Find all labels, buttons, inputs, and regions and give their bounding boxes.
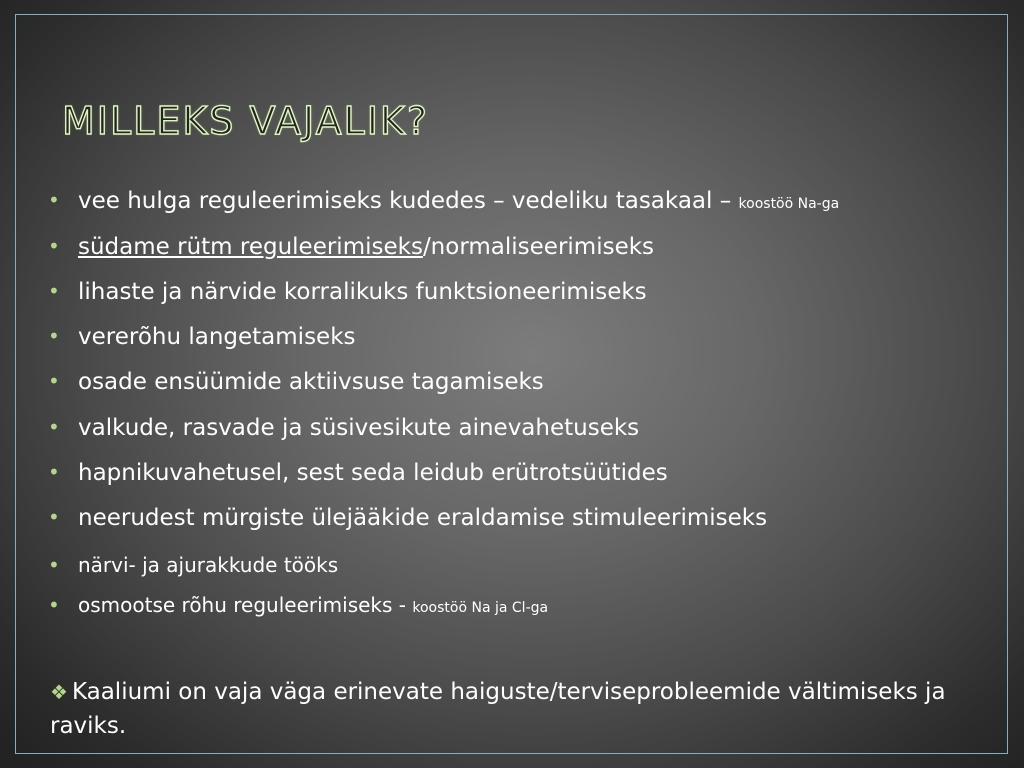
bullet-text: valkude, rasvade ja süsivesikute ainevahetuseks: [78, 415, 640, 441]
list-item: [48, 234, 654, 260]
bullet-text: neerudest mürgiste ülejääkide eraldamise stimuleerimiseks: [78, 505, 768, 531]
list-item: [48, 369, 544, 395]
bullet-text: osade ensüümide aktiivsuse tagamiseks: [78, 369, 544, 395]
list-item: [48, 188, 839, 214]
bullet-text: vee hulga reguleerimiseks kudedes – vedeliku tasakaal –: [78, 188, 739, 214]
list-item: [48, 324, 356, 350]
list-item: [48, 553, 338, 577]
bullet-text: /normaliseerimiseks: [422, 234, 655, 260]
list-item: [48, 460, 668, 486]
bullet-note: koostöö Na ja Cl-ga: [412, 600, 549, 616]
bullet-icon: •: [48, 188, 60, 212]
slide-title: MILLEKS VAJALIK?: [62, 99, 430, 143]
list-item: [48, 505, 767, 531]
bullet-text-underlined: südame rütm reguleerimiseks: [78, 234, 423, 260]
bullet-icon: •: [48, 505, 60, 529]
diamond-bullet-icon: ❖: [50, 680, 68, 704]
bullet-text: lihaste ja närvide korralikuks funktsioneerimiseks: [78, 279, 647, 305]
bullet-icon: •: [48, 369, 60, 393]
bullet-icon: •: [48, 460, 60, 484]
bullet-note: koostöö Na-ga: [738, 196, 840, 212]
list-item: [48, 279, 647, 305]
bullet-text: vererõhu langetamiseks: [78, 324, 356, 350]
bullet-text: osmootse rõhu reguleerimiseks -: [78, 593, 413, 617]
bullet-icon: •: [48, 415, 60, 439]
bullet-icon: •: [48, 593, 60, 617]
bullet-icon: •: [48, 279, 60, 303]
list-item: [48, 415, 639, 441]
footnote: [50, 675, 1008, 743]
list-item: [48, 593, 548, 617]
bullet-text: närvi- ja ajurakkude tööks: [78, 553, 339, 577]
bullet-icon: •: [48, 324, 60, 348]
bullet-text: hapnikuvahetusel, sest seda leidub erütrotsüütides: [78, 460, 668, 486]
footnote-text: Kaaliumi on vaja väga erinevate haiguste/terviseprobleemide vältimiseks ja raviks.: [50, 679, 946, 739]
bullet-icon: •: [48, 553, 60, 577]
bullet-icon: •: [48, 234, 60, 258]
